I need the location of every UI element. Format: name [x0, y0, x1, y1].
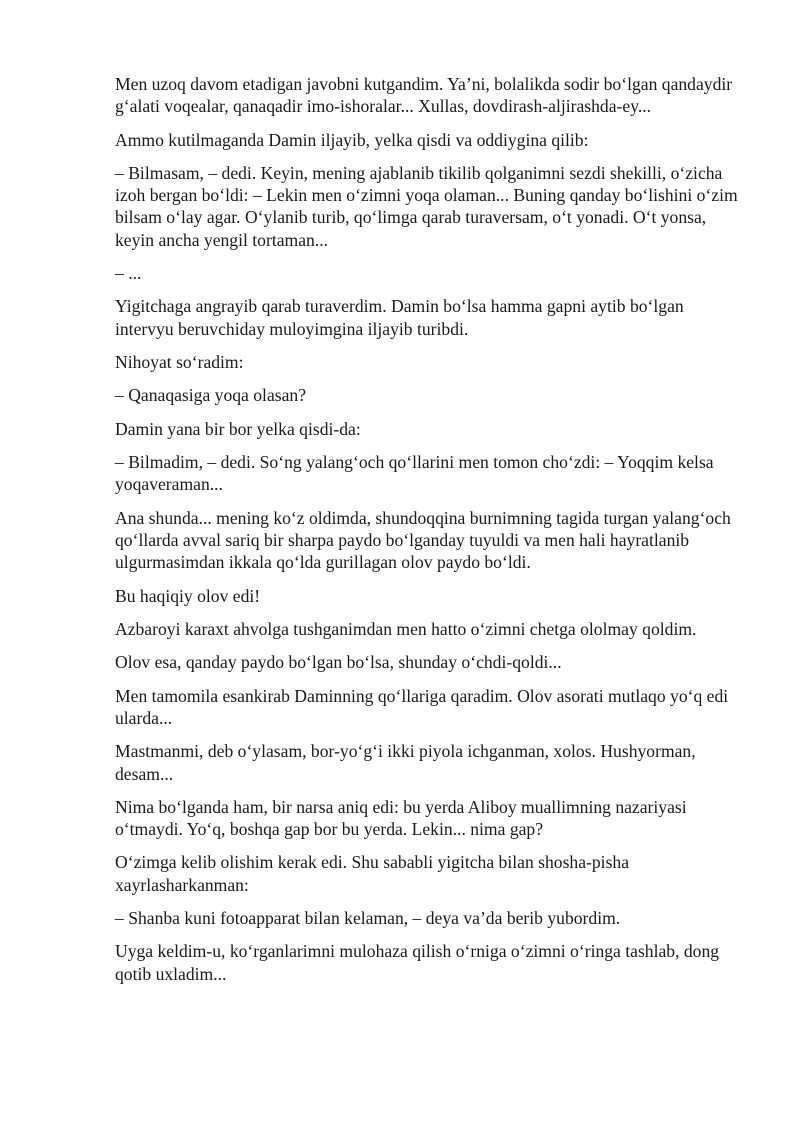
paragraph: Damin yana bir bor yelka qisdi-da: — [115, 418, 361, 439]
paragraph: Yigitchaga angrayib qarab turaverdim. Damin bo‘lsa hamma gapni aytib bo‘lgan intervyu beruvchiday muloyimgina iljayib turibdi. — [115, 296, 684, 339]
paragraph: Men uzoq davom etadigan javobni kutgandim. Ya’ni, bolalikda sodir bo‘lgan qandaydir g‘alati voqealar, qanaqadir imo-ishoralar... Xullas, dovdirash-aljirashda-ey... — [115, 74, 733, 117]
paragraph: Olov esa, qanday paydo bo‘lgan bo‘lsa, shunday o‘chdi-qoldi... — [115, 652, 562, 673]
paragraph: – Qanaqasiga yoqa olasan? — [115, 385, 307, 406]
paragraph: Azbaroyi karaxt ahvolga tushganimdan men hatto o‘zimni chetga ololmay qoldim. — [115, 618, 697, 639]
paragraph: – ... — [115, 262, 142, 283]
paragraph: Bu haqiqiy olov edi! — [115, 585, 261, 606]
paragraph: – Shanba kuni fotoapparat bilan kelaman, – deya va’da berib yubordim. — [115, 908, 621, 929]
paragraph: Ana shunda... mening ko‘z oldimda, shundoqqina burnimning tagida turgan yalang‘och qo‘llarda avval sariq bir sharpa paydo bo‘lganday tuyuldi va men hali hayratlanib ulgurmasimdan ikkala qo‘lda gurillagan olov paydo bo‘ldi. — [115, 507, 731, 573]
paragraph: Ammo kutilmaganda Damin iljayib, yelka qisdi va oddiygina qilib: — [115, 129, 589, 150]
paragraph: Nihoyat so‘radim: — [115, 351, 244, 372]
document-body — [115, 73, 745, 996]
paragraph: Mastmanmi, deb o‘ylasam, bor-yo‘g‘i ikki piyola ichganman, xolos. Hushyorman, desam... — [115, 741, 696, 784]
paragraph: O‘zimga kelib olishim kerak edi. Shu sababli yigitcha bilan shosha-pisha xayrlasharkanman: — [115, 852, 630, 895]
paragraph: Nima bo‘lganda ham, bir narsa aniq edi: bu yerda Aliboy muallimning nazariyasi o‘tmaydi. Yo‘q, boshqa gap bor bu yerda. Lekin... nima gap? — [115, 796, 687, 840]
paragraph: Uyga keldim-u, ko‘rganlarimni mulohaza qilish o‘rniga o‘zimni o‘ringa tashlab, dong qotib uxladim... — [115, 941, 720, 984]
paragraph: Men tamomila esankirab Daminning qo‘llariga qaradim. Olov asorati mutlaqo yo‘q edi ularda... — [115, 685, 729, 728]
paragraph: – Bilmasam, – dedi. Keyin, mening ajablanib tikilib qolganimni sezdi shekilli, o‘zicha izoh bergan bo‘ldi: – Lekin men o‘zimni yoqa olaman... Buning qanday bo‘lishini o‘zim bilsam o‘lay agar. O‘ylanib turib, qo‘limga qarab turaversam, o‘t yonadi. O‘t yonsa, keyin ancha yengil tortaman... — [115, 162, 738, 250]
paragraph: – Bilmadim, – dedi. So‘ng yalang‘och qo‘llarini men tomon cho‘zdi: – Yoqqim kelsa yoqaveraman... — [115, 452, 714, 495]
